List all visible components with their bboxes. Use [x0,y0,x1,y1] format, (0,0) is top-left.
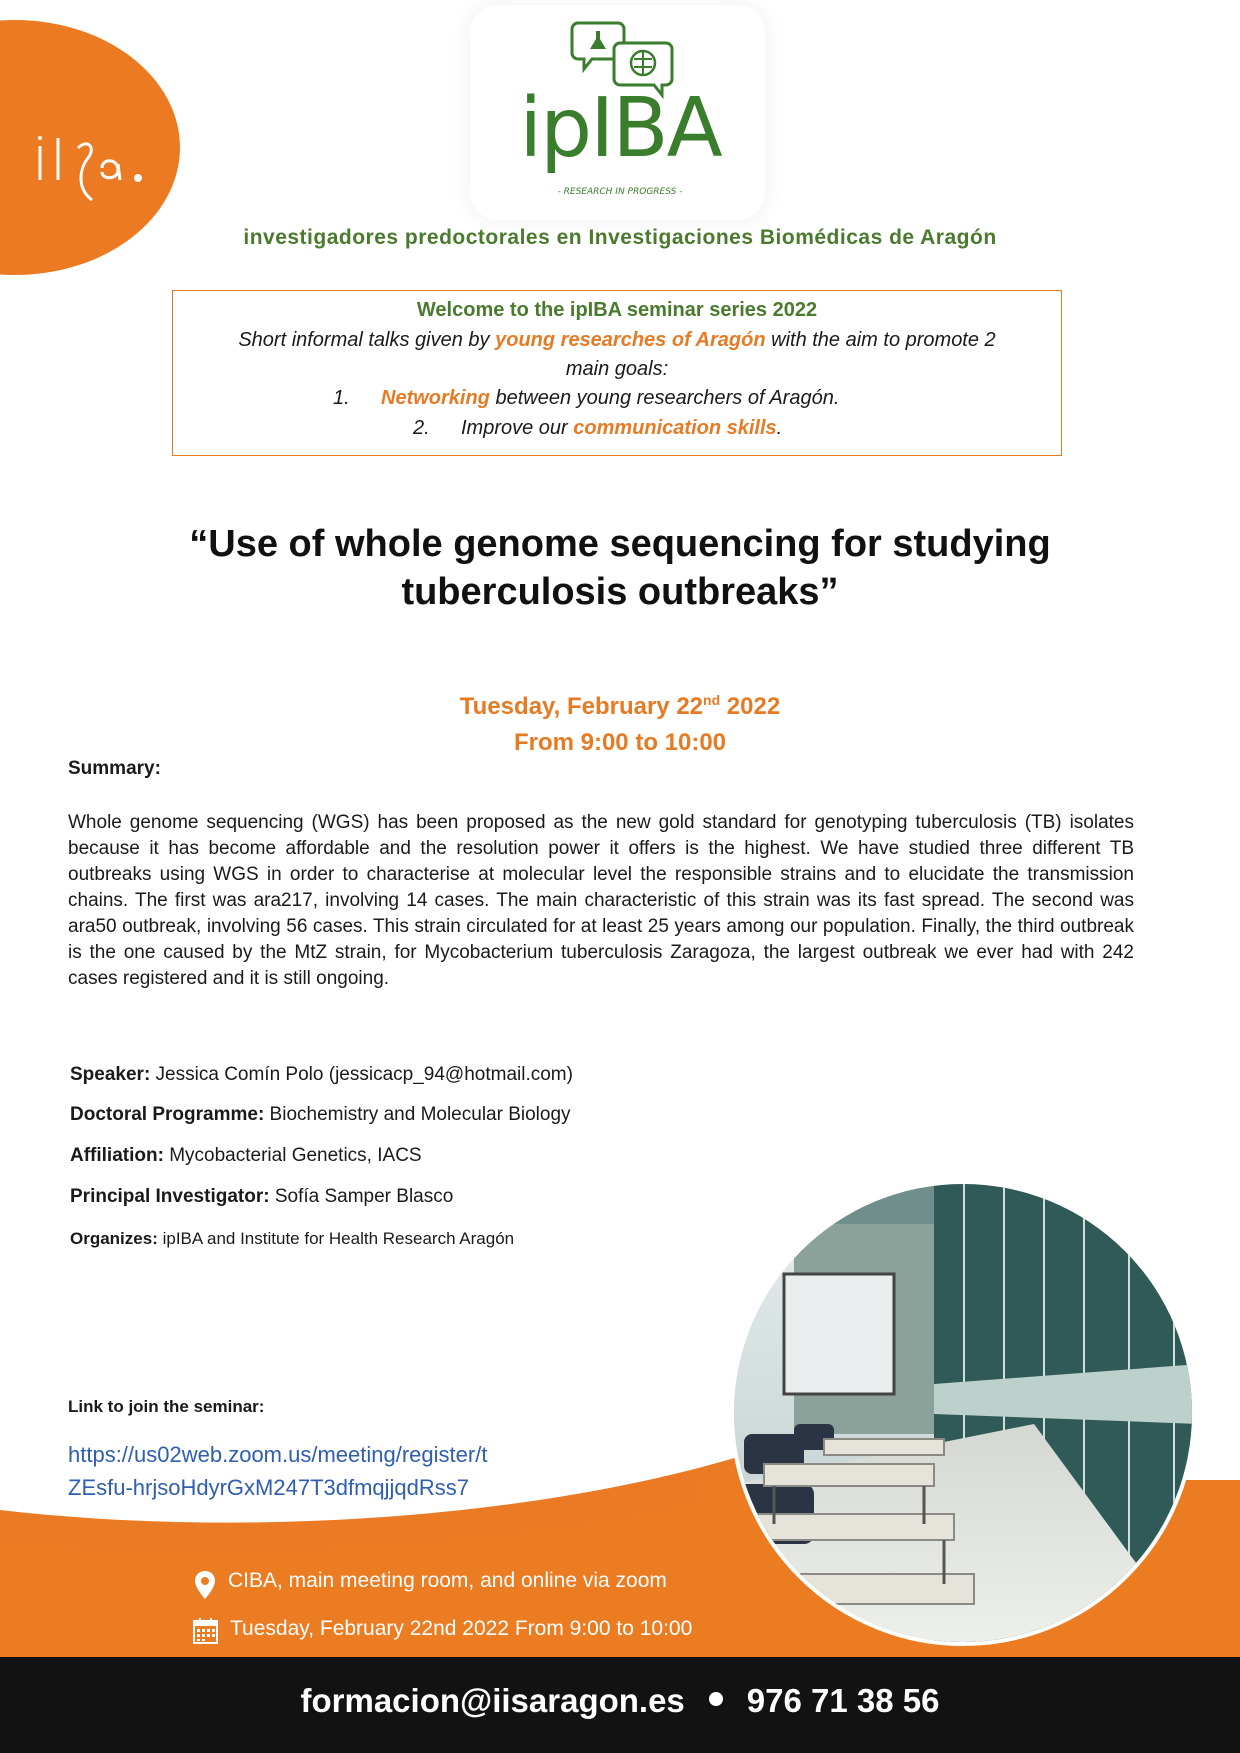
footer-phone: 976 71 38 56 [746,1682,940,1719]
location-pin-icon [194,1570,216,1600]
summary-text: Whole genome sequencing (WGS) has been proposed as the new gold standard for genotyping tuberculosis (TB) isolates because it has become affordable and the resolution power it offers is the highest. We have studied three different TB outbreaks using WGS in order to characterise at molecular level the responsible strains and to elucidate the transmission chains. The first was ara217, involving 14 cases. The main characteristic of this strain was its fast spread. The second was ara50 outbreak, involving 56 cases. This strain circulated for at least 25 years among our population. Finally, the third outbreak is the one caused by the MtZ strain, for Mycobacterium tuberculosis Zaragoza, the largest outbreak we ever had with 242 cases registered and it is still ongoing. [68,812,1134,989]
goal-1: 1. Networking between young researchers of Aragón. [333,387,840,409]
banner-datetime: Tuesday, February 22nd 2022 From 9:00 to 10:00 [230,1617,693,1640]
join-heading: Link to join the seminar: [68,1397,265,1416]
speaker-info: Speaker: Jessica Comín Polo (jessicacp_94@hotmail.com) [70,1064,573,1085]
programme-info: Doctoral Programme: Biochemistry and Molecular Biology [70,1104,571,1125]
bullet-separator [709,1692,723,1706]
welcome-title: Welcome to the ipIBA seminar series 2022 [416,299,818,321]
header-subtitle: investigadores predoctorales en Investigaciones Biomédicas de Aragón [243,226,997,249]
goal-2: 2. Improve our communication skills. [413,417,783,439]
ipiba-logo-text: ipIBA [519,81,721,176]
iisa-logo [30,118,180,208]
location-text: CIBA, main meeting room, and online via zoom [228,1569,667,1592]
summary-heading: Summary: [68,758,161,779]
welcome-box [172,290,1062,456]
pi-info: Principal Investigator: Sofía Samper Blasco [70,1186,454,1207]
footer-email[interactable]: formacion@iisaragon.es [300,1682,685,1719]
organizes-info: Organizes: ipIBA and Institute for Health Research Aragón [70,1229,515,1248]
zoom-registration-link[interactable]: https://us02web.zoom.us/meeting/register/t ZEsfu-hrjsoHdyrGxM247T3dfmqjjqdRss7 [68,1442,488,1500]
talk-title: “Use of whole genome sequencing for studying tuberculosis outbreaks” [189,523,1051,613]
affiliation-info: Affiliation: Mycobacterial Genetics, IACS [70,1145,422,1166]
calendar-icon [193,1617,218,1644]
footer-contact [0,1682,1240,1720]
meeting-room-photo [730,1180,1196,1646]
welcome-line-1: Short informal talks given by young researches of Aragón with the aim to promote 2 [238,329,996,351]
welcome-line-2: main goals: [565,358,669,380]
talk-date: Tuesday, February 22nd 2022 [459,692,781,720]
ipiba-tagline: - RESEARCH IN PROGRESS - [557,187,683,197]
talk-time: From 9:00 to 10:00 [513,729,727,756]
